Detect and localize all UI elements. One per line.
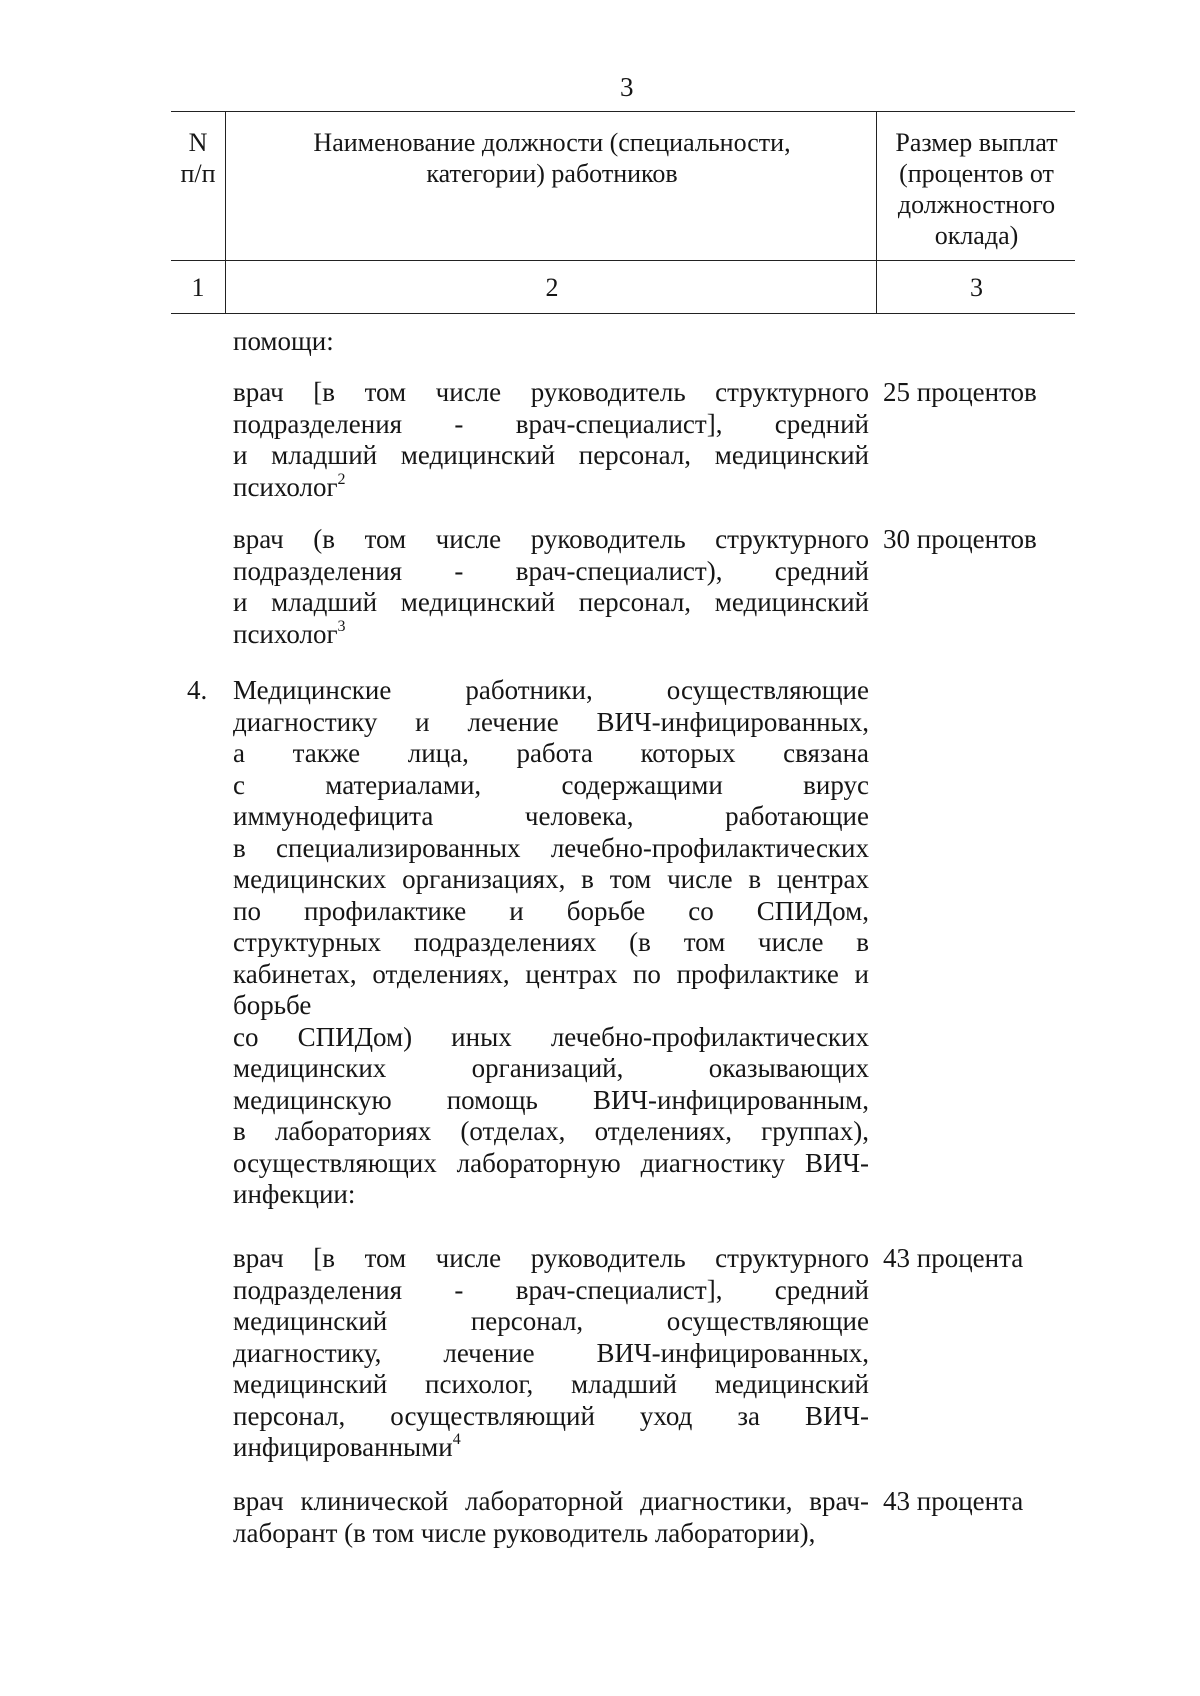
header-col-payment-line-4: оклада) [934,221,1019,250]
column-number-2: 2 [545,273,559,302]
table-header-separator [171,260,1075,261]
table-number-row-bottom [171,313,1075,314]
row-1-footnote: 2 [337,470,346,488]
row-4-line-1: врач клинической лабораторной диагностики, врач- [233,1486,869,1516]
row-2-rate: 30 процентов [883,524,1037,554]
header-col-payment-line-1: Размер выплат [895,128,1058,157]
item-4-line-13: медицинских организаций, оказывающих [233,1053,869,1083]
row-1-description [233,377,869,503]
item-4-line-11: борьбе [233,990,312,1020]
row-2-description [233,524,869,650]
item-4-line-2: диагностику и лечение ВИЧ-инфицированных, [233,706,869,737]
row-1-line-1: врач [в том числе руководитель структурного [233,377,869,407]
row-2-line-4 [233,619,869,651]
row-3-line-6: персонал, осуществляющий уход за ВИЧ- [233,1400,869,1431]
header-col-number [176,127,220,189]
page-number: 3 [620,72,634,102]
row-3-footnote: 4 [452,1431,461,1448]
header-col-position [232,127,872,189]
header-col-payment-line-3: должностного [897,190,1056,219]
row-3-line-7-text: инфицированными [233,1432,453,1462]
column-number-1: 1 [191,273,205,302]
item-4-line-14: медицинскую помощь ВИЧ-инфицированным, [233,1084,869,1115]
item-4-line-4: с материалами, содержащими вирус [233,769,869,800]
row-3-line-7 [233,1432,869,1464]
row-3-line-4: диагностику, лечение ВИЧ-инфицированных, [233,1337,869,1368]
continuation-text: помощи: [233,326,334,356]
item-4-line-15: в лабораториях (отделах, отделениях, группах), [233,1116,869,1146]
item-4-line-7: медицинских организациях, в том числе в центрах [233,864,869,894]
row-3-line-5: медицинский психолог, младший медицинский [233,1369,869,1399]
row-2-line-2: подразделения - врач-специалист), средний [233,555,869,586]
row-4-description [233,1486,869,1549]
header-col-number-text: N п/п [180,128,216,188]
row-1-line-4-text: психолог [233,471,338,502]
row-2-line-4-text: психолог [233,618,338,649]
item-4-line-16: осуществляющих лабораторную диагностику ВИЧ- [233,1147,869,1178]
item-4-line-5: иммунодефицита человека, работающие [233,801,869,831]
row-4-rate: 43 процента [883,1486,1024,1516]
row-2-line-1: врач (в том числе руководитель структурного [233,524,869,554]
table-col-divider-2 [876,111,877,313]
column-number-3: 3 [970,273,983,302]
row-3-rate: 43 процента [883,1243,1024,1273]
row-2-line-3: и младший медицинский персонал, медицинский [233,587,869,617]
item-4-line-3: а также лица, работа которых связана [233,738,869,768]
row-2-footnote: 3 [337,617,346,635]
item-4-number: 4. [187,675,208,705]
row-3-line-1: врач [в том числе руководитель структурного [233,1243,869,1273]
row-3-description [233,1243,869,1464]
header-col-position-line-2: категории) работников [426,159,678,188]
row-3-line-2: подразделения - врач-специалист], средний [233,1274,869,1305]
row-3-line-3: медицинский персонал, осуществляющие [233,1306,869,1336]
header-col-payment [880,127,1073,251]
item-4-line-9: структурных подразделениях (в том числе в [233,927,869,957]
header-col-payment-line-2: (процентов от [899,159,1054,188]
row-1-line-3: и младший медицинский персонал, медицинский [233,440,869,470]
table-col-divider-1 [225,111,226,313]
row-4-line-2: лаборант (в том числе руководитель лаборатории), [233,1517,816,1548]
item-4-line-12: со СПИДом) иных лечебно-профилактических [233,1021,869,1052]
item-4-line-6: в специализированных лечебно-профилактических [233,832,869,863]
row-1-rate: 25 процентов [883,377,1037,407]
table-top-rule [171,111,1075,112]
item-4-line-17: инфекции: [233,1179,356,1209]
row-1-line-4 [233,472,869,504]
item-4-line-8: по профилактике и борьбе со СПИДом, [233,895,869,926]
header-col-position-line-1: Наименование должности (специальности, [313,128,791,157]
row-1-line-2: подразделения - врач-специалист], средний [233,408,869,439]
item-4-line-1: Медицинские работники, осуществляющие [233,675,869,705]
item-4-description [233,675,869,1211]
item-4-line-10: кабинетах, отделениях, центрах по профилактике и [233,958,869,989]
